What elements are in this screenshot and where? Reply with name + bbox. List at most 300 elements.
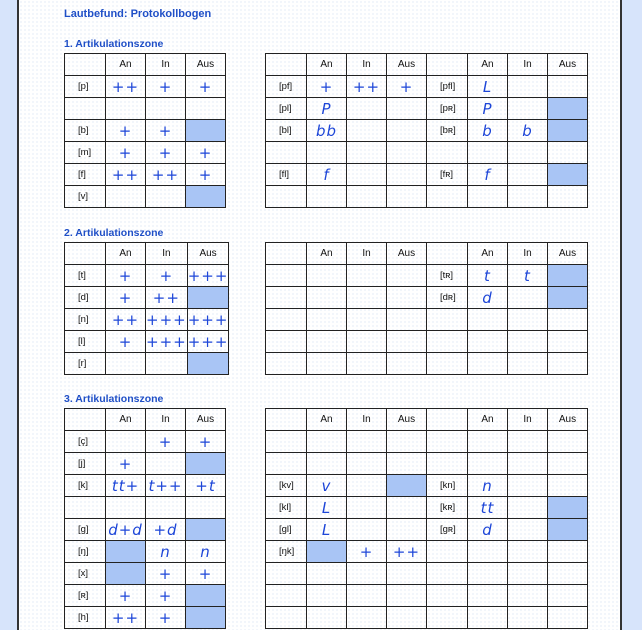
in-cell (146, 142, 186, 164)
column-header-text: An (119, 248, 132, 259)
table-row (266, 120, 588, 142)
zone3-left-table (64, 408, 226, 629)
protocol-sheet (17, 0, 622, 630)
sound-label (65, 519, 106, 541)
an-cell (106, 331, 146, 353)
sound-label-text: [h] (78, 612, 89, 623)
in-cell (508, 186, 548, 208)
in-cell (508, 309, 548, 331)
sound-label (266, 142, 307, 164)
column-header-text: Aus (199, 248, 217, 259)
in-cell (508, 265, 548, 287)
sound-label (427, 164, 468, 186)
aus-cell-text: n (200, 542, 211, 561)
aus-cell (548, 120, 588, 142)
an-cell-text: f (484, 165, 491, 184)
table-row (65, 563, 226, 585)
header-corner-cell (427, 54, 468, 76)
in-cell (146, 607, 186, 629)
sound-label-text: [r] (78, 358, 87, 369)
sound-label (427, 309, 468, 331)
aus-cell (387, 309, 427, 331)
column-header-text: In (162, 248, 171, 259)
in-cell-text: t++ (148, 476, 183, 495)
in-cell (508, 519, 548, 541)
table-row (266, 353, 588, 375)
zone1-left-table (64, 53, 226, 208)
column-header (548, 243, 588, 265)
header-corner-cell (266, 409, 307, 431)
aus-cell (387, 541, 427, 563)
in-cell-text: t (524, 266, 531, 285)
an-cell-text: tt+ (111, 476, 140, 495)
an-cell (468, 563, 508, 585)
column-header-text: Aus (196, 414, 215, 425)
table-row (266, 475, 588, 497)
in-cell-text: +++ (146, 310, 187, 329)
column-header-text: An (119, 59, 132, 70)
aus-cell (187, 287, 229, 309)
in-cell (508, 475, 548, 497)
table-row (266, 164, 588, 186)
aus-cell-text: + (198, 143, 213, 162)
aus-cell (186, 98, 226, 120)
column-header (307, 54, 347, 76)
aus-cell (187, 353, 229, 375)
sound-label (65, 431, 106, 453)
header-corner-cell (65, 54, 106, 76)
sound-label-text: [gl] (279, 524, 292, 535)
an-cell-text: bb (315, 121, 338, 140)
an-cell-text: t (484, 266, 491, 285)
aus-cell (548, 142, 588, 164)
in-cell (508, 287, 548, 309)
aus-cell (387, 563, 427, 585)
an-cell-text: P (321, 99, 332, 118)
sound-label (65, 353, 106, 375)
sound-label-text: [g] (78, 524, 89, 535)
an-cell (307, 309, 347, 331)
header-corner-cell (65, 409, 106, 431)
an-cell (106, 519, 146, 541)
an-cell (307, 453, 347, 475)
table-row (65, 164, 226, 186)
in-cell (347, 331, 387, 353)
in-cell (347, 453, 387, 475)
aus-cell (548, 607, 588, 629)
in-cell (347, 585, 387, 607)
zone2-right-table (265, 242, 588, 375)
an-cell-text: + (118, 586, 133, 605)
table-row (65, 287, 229, 309)
table-row (266, 186, 588, 208)
sound-label (266, 164, 307, 186)
sound-label (266, 541, 307, 563)
column-header (347, 243, 387, 265)
column-header-text: An (119, 414, 132, 425)
table-row (266, 497, 588, 519)
an-cell (468, 309, 508, 331)
sound-label (427, 331, 468, 353)
aus-cell (387, 186, 427, 208)
aus-cell (186, 453, 226, 475)
table-row (266, 607, 588, 629)
header-corner-cell (427, 409, 468, 431)
in-cell (347, 287, 387, 309)
an-cell (307, 541, 347, 563)
sound-label (266, 186, 307, 208)
an-cell (106, 98, 146, 120)
an-cell (106, 563, 146, 585)
sound-label (266, 431, 307, 453)
aus-cell-text: +t (195, 476, 216, 495)
column-header-text: An (320, 414, 333, 425)
sound-label-text: [bl] (279, 125, 292, 136)
column-header (106, 243, 146, 265)
sound-label (266, 475, 307, 497)
column-header-text: Aus (397, 59, 416, 70)
column-header-text: An (481, 248, 494, 259)
sound-label-text: [v] (78, 191, 89, 202)
an-cell (307, 353, 347, 375)
column-header (347, 409, 387, 431)
sound-label (65, 164, 106, 186)
an-cell-text: f (323, 165, 330, 184)
table-row (266, 76, 588, 98)
in-cell-text: ++ (152, 288, 180, 307)
aus-cell (387, 164, 427, 186)
aus-cell (548, 309, 588, 331)
sound-label (427, 475, 468, 497)
an-cell (307, 563, 347, 585)
column-header-text: An (481, 59, 494, 70)
sound-label (65, 563, 106, 585)
in-cell (347, 186, 387, 208)
sound-label-text: [ç] (78, 436, 89, 447)
aus-cell (186, 585, 226, 607)
an-cell (468, 607, 508, 629)
aus-cell (186, 76, 226, 98)
table-row (65, 142, 226, 164)
an-cell (468, 186, 508, 208)
aus-cell-text: + (198, 77, 213, 96)
sound-label (266, 353, 307, 375)
an-cell (307, 331, 347, 353)
sound-label-text: [l] (78, 336, 86, 347)
sound-label-text: [kv] (279, 480, 294, 491)
table-row (65, 265, 229, 287)
sound-label (65, 309, 106, 331)
an-cell (106, 186, 146, 208)
an-cell (106, 541, 146, 563)
sound-label (427, 541, 468, 563)
sound-label (427, 519, 468, 541)
in-cell (508, 98, 548, 120)
table-row (65, 76, 226, 98)
aus-cell-text: +++ (187, 332, 229, 351)
header-corner-cell (65, 243, 106, 265)
sound-label-text: [bʀ] (440, 125, 456, 136)
section-title-3: 3. Artikulationszone (64, 393, 164, 405)
in-cell (347, 142, 387, 164)
in-cell-text: + (158, 432, 173, 451)
in-cell-text: + (158, 143, 173, 162)
table-row (266, 265, 588, 287)
aus-cell (186, 186, 226, 208)
column-header-text: In (362, 248, 371, 259)
an-cell (307, 287, 347, 309)
in-cell (347, 607, 387, 629)
sound-label (427, 98, 468, 120)
aus-cell (387, 76, 427, 98)
in-cell (146, 164, 186, 186)
in-cell (347, 475, 387, 497)
aus-cell (186, 497, 226, 519)
an-cell (106, 76, 146, 98)
table-row (266, 142, 588, 164)
in-cell (146, 98, 186, 120)
aus-cell (387, 607, 427, 629)
an-cell (307, 142, 347, 164)
sound-label (427, 607, 468, 629)
sound-label (427, 563, 468, 585)
an-cell (468, 431, 508, 453)
in-cell (146, 309, 188, 331)
table-row (266, 98, 588, 120)
section-title-1: 1. Artikulationszone (64, 38, 164, 50)
aus-cell (387, 331, 427, 353)
table-header-row (266, 409, 588, 431)
aus-cell (548, 431, 588, 453)
an-cell (468, 120, 508, 142)
an-cell-text: + (319, 77, 334, 96)
column-header (307, 243, 347, 265)
column-header (468, 243, 508, 265)
aus-cell (548, 541, 588, 563)
sound-label (65, 497, 106, 519)
an-cell (468, 453, 508, 475)
sound-label-text: [d] (78, 292, 89, 303)
table-row (65, 497, 226, 519)
sound-label (266, 287, 307, 309)
column-header (146, 243, 188, 265)
aus-cell (387, 120, 427, 142)
sound-label-text: [tʀ] (440, 270, 454, 281)
table-row (65, 541, 226, 563)
an-cell-text: d (482, 520, 493, 539)
aus-cell (186, 607, 226, 629)
in-cell-text: +++ (146, 332, 187, 351)
in-cell (508, 331, 548, 353)
zone2-left-table (64, 242, 229, 375)
an-cell-text: v (321, 476, 332, 495)
column-header (187, 243, 229, 265)
sound-label (427, 353, 468, 375)
column-header (106, 409, 146, 431)
in-cell (508, 142, 548, 164)
table-row (266, 431, 588, 453)
column-header-text: Aus (397, 248, 416, 259)
header-corner-cell (427, 243, 468, 265)
table-row (266, 585, 588, 607)
sound-label (65, 142, 106, 164)
header-corner-cell (266, 243, 307, 265)
an-cell-text: + (118, 288, 133, 307)
in-cell (347, 309, 387, 331)
in-cell (508, 497, 548, 519)
table-row (266, 309, 588, 331)
aus-cell (387, 453, 427, 475)
in-cell (146, 287, 188, 309)
sound-label (427, 120, 468, 142)
table-header-row (65, 243, 229, 265)
an-cell (106, 164, 146, 186)
an-cell-text: d+d (108, 520, 143, 539)
column-header (548, 409, 588, 431)
aus-cell-text: +++ (187, 266, 229, 285)
column-header (387, 243, 427, 265)
column-header (508, 409, 548, 431)
in-cell (146, 331, 188, 353)
column-header (146, 409, 186, 431)
sound-label-text: [m] (78, 147, 92, 158)
an-cell (106, 353, 146, 375)
sound-label (427, 142, 468, 164)
in-cell (146, 186, 186, 208)
an-cell (307, 76, 347, 98)
aus-cell (548, 353, 588, 375)
sound-label-text: [pfl] (440, 81, 456, 92)
sound-label-text: [ʀ] (78, 590, 89, 601)
column-header-text: An (320, 59, 333, 70)
table-row (65, 309, 229, 331)
header-corner-cell (266, 54, 307, 76)
in-cell-text: + (359, 542, 374, 561)
in-cell (146, 585, 186, 607)
an-cell-text: + (118, 332, 133, 351)
in-cell (508, 607, 548, 629)
in-cell (146, 76, 186, 98)
sound-label-text: [ŋ] (78, 546, 89, 557)
column-header-text: An (481, 414, 494, 425)
sound-label-text: [kl] (279, 502, 292, 513)
sound-label (266, 497, 307, 519)
aus-cell (186, 475, 226, 497)
column-header (146, 54, 186, 76)
sound-label-text: [pf] (279, 81, 293, 92)
column-header-text: In (161, 414, 170, 425)
in-cell (347, 353, 387, 375)
sound-label (65, 265, 106, 287)
an-cell (106, 120, 146, 142)
aus-cell (548, 98, 588, 120)
an-cell-text: ++ (111, 608, 140, 627)
table-header-row (266, 54, 588, 76)
sound-label-text: [dʀ] (440, 292, 456, 303)
an-cell (468, 353, 508, 375)
aus-cell (548, 497, 588, 519)
table-header-row (266, 243, 588, 265)
sound-label-text: [n] (78, 314, 89, 325)
in-cell (347, 98, 387, 120)
aus-cell (387, 431, 427, 453)
sound-label (427, 497, 468, 519)
an-cell-text: n (482, 476, 493, 495)
table-row (266, 541, 588, 563)
table-row (65, 585, 226, 607)
table-row (65, 431, 226, 453)
table-row (65, 353, 229, 375)
in-cell (508, 164, 548, 186)
sound-label-text: [ŋk] (279, 546, 295, 557)
column-header-text: In (362, 59, 371, 70)
column-header (468, 54, 508, 76)
in-cell (347, 164, 387, 186)
an-cell-text: ++ (111, 77, 140, 96)
an-cell (468, 142, 508, 164)
aus-cell (548, 475, 588, 497)
aus-cell (187, 331, 229, 353)
an-cell (468, 541, 508, 563)
column-header-text: Aus (558, 59, 577, 70)
an-cell (307, 265, 347, 287)
aus-cell-text: + (198, 564, 213, 583)
sound-label (65, 186, 106, 208)
column-header (468, 409, 508, 431)
an-cell (307, 519, 347, 541)
column-header-text: An (320, 248, 333, 259)
table-row (65, 475, 226, 497)
column-header-text: In (523, 59, 532, 70)
an-cell (106, 475, 146, 497)
table-row (266, 453, 588, 475)
an-cell-text: L (321, 498, 332, 517)
in-cell-text: +d (153, 520, 178, 539)
in-cell (508, 453, 548, 475)
an-cell (468, 585, 508, 607)
aus-cell-text: + (198, 165, 213, 184)
in-cell (146, 541, 186, 563)
an-cell (307, 431, 347, 453)
aus-cell (387, 142, 427, 164)
sound-label (266, 585, 307, 607)
an-cell (468, 265, 508, 287)
in-cell (146, 497, 186, 519)
column-header (307, 409, 347, 431)
in-cell (146, 475, 186, 497)
aus-cell-text: + (198, 432, 213, 451)
aus-cell (387, 585, 427, 607)
column-header-text: In (523, 248, 532, 259)
an-cell (106, 309, 146, 331)
sound-label (266, 76, 307, 98)
an-cell-text: + (118, 266, 133, 285)
in-cell (508, 585, 548, 607)
sound-label (427, 265, 468, 287)
an-cell (106, 142, 146, 164)
an-cell (106, 431, 146, 453)
sound-label-text: [x] (78, 568, 89, 579)
table-row (65, 453, 226, 475)
in-cell (347, 120, 387, 142)
sound-label-text: [f] (78, 169, 86, 180)
sound-label (65, 453, 106, 475)
an-cell-text: L (482, 77, 493, 96)
an-cell-text: P (482, 99, 493, 118)
an-cell (106, 585, 146, 607)
an-cell-text: + (118, 121, 133, 140)
an-cell (106, 453, 146, 475)
